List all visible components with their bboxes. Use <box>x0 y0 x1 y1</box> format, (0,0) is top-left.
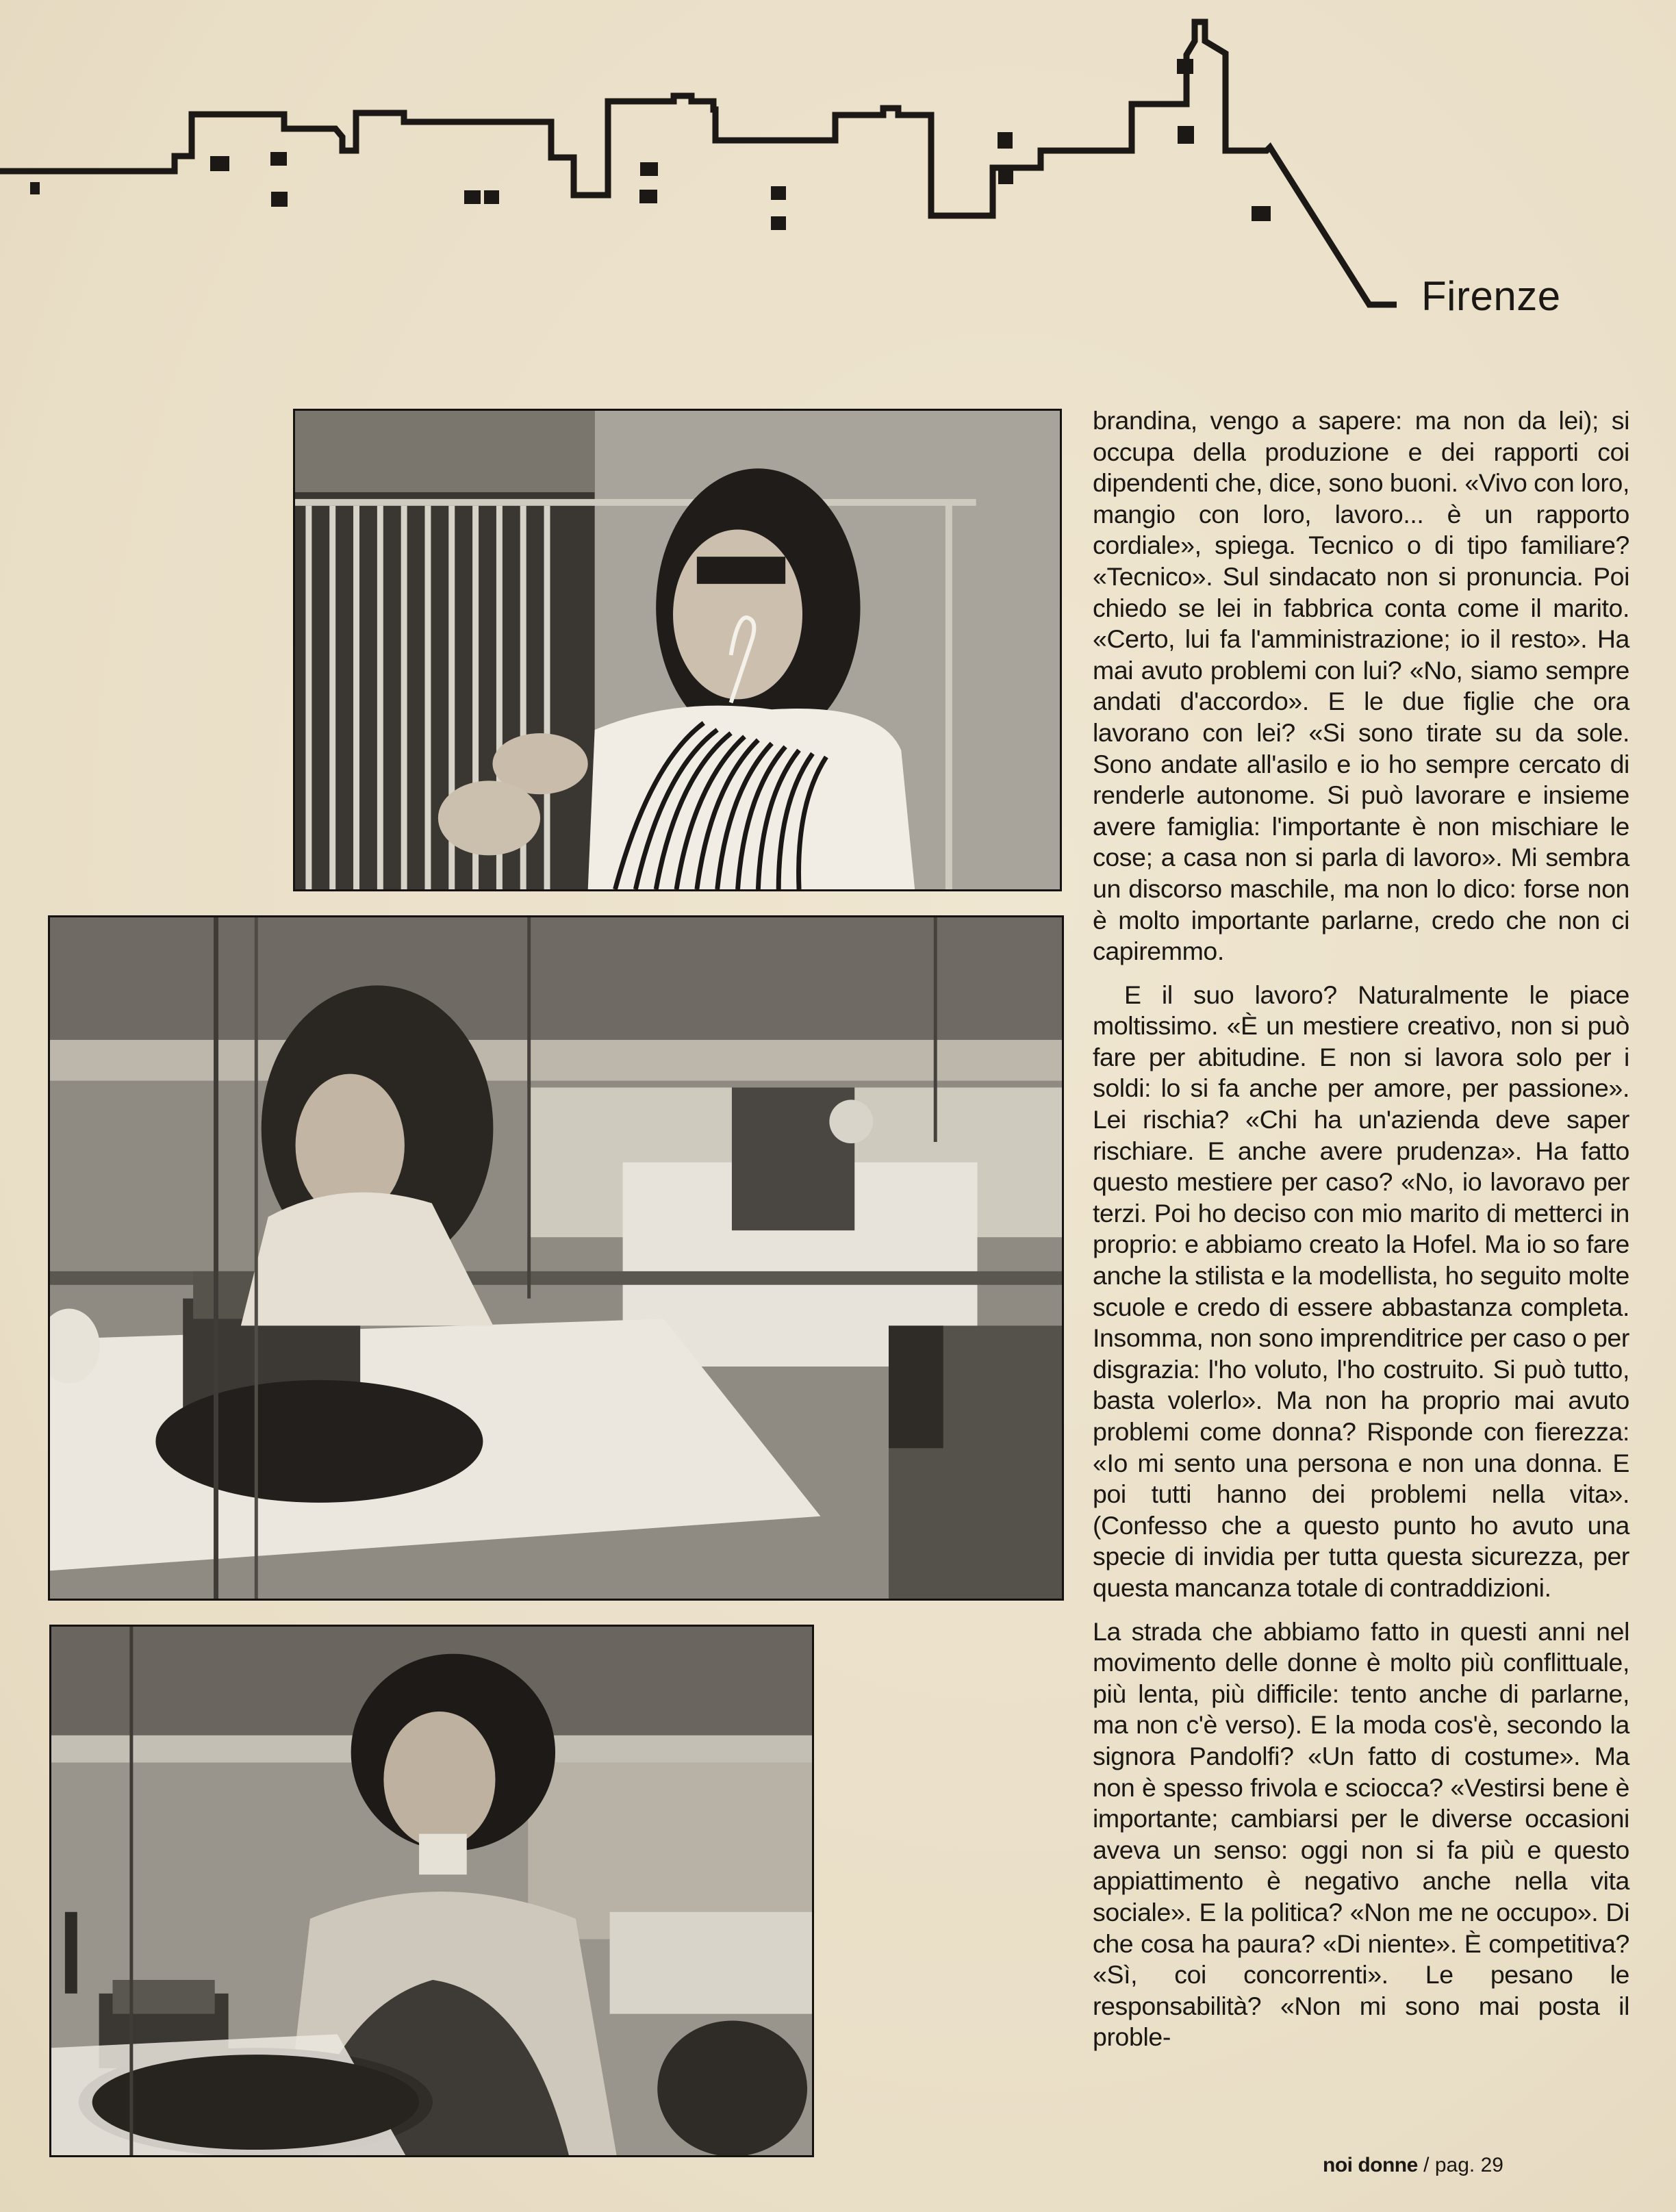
article-paragraph: E il suo lavoro? Naturalmente le piace moltissimo. «È un mestiere creativo, non si può fare per abitudine. E non si lavora solo per i soldi: lo si fa anche per amore, per passione». Lei rischia? «Chi ha un'azienda deve saper rischiare. E anche avere prudenza». Ha fatto questo mestiere per caso? «No, io lavoravo per terzi. Poi ho deciso con mio marito di metterci in proprio: e abbiamo creato la Hofel. Ma io so fare anche la stilista e la modellista, ho seguito molte scuole e credo di essere abbastanza completa. Insomma, non sono imprenditrice per caso o per disgrazia: l'ho voluto, l'ho costruito. Si può tutto, basta volerlo». Ma non ha proprio mai avuto problemi come donna? Risponde con fierezza: «Io mi sento una persona e non una donna. E poi tutti hanno dei problemi nella vita». (Confesso che a questo punto ho avuto una specie di invidia per tutta questa sicurezza, per questa mancanza totale di contraddizioni. <box>1093 980 1629 1602</box>
skyline-window <box>640 162 658 176</box>
skyline-window <box>771 186 786 200</box>
footer-separator: / <box>1423 2154 1430 2176</box>
page-number: pag. 29 <box>1434 2154 1503 2176</box>
skyline-window <box>1177 59 1193 74</box>
skyline-window <box>998 169 1013 184</box>
skyline-window <box>771 216 786 230</box>
skyline-window <box>639 190 657 203</box>
skyline-window <box>271 192 288 207</box>
article-paragraph: brandina, vengo a sapere: ma non da lei); si occupa della produzione e dei rapporti coi dipendenti che, dice, sono buoni. «Vivo con loro, mangio con loro, lavoro... è un rapporto cordiale», spiega. Tecnico o di tipo familiare? «Tecnico». Sul sindacato non si pronuncia. Poi chiedo se lei in fabbrica conta come il marito. «Certo, lui fa l'amministrazione; io il resto». Ha mai avuto problemi con lui? «No, siamo sempre andati d'accordo». E le due figlie che ora lavorano con lei? «Si sono tirate su da sole. Sono andate all'asilo e io ho sempre cercato di renderle autonome. Si può lavorare e insieme avere famiglia: l'importante è non mischiare le cose; a casa non si parla di lavoro». Mi sembra un discorso maschile, ma non lo dico: forse non è molto importante parlarne, credo che non ci capiremmo. <box>1093 406 1629 966</box>
skyline-window <box>270 152 287 166</box>
skyline-window <box>30 182 40 194</box>
section-title: Firenze <box>1421 273 1561 319</box>
article-text <box>1093 405 1629 2053</box>
skyline-window <box>484 190 499 204</box>
photo-woman-holding-striped-garment <box>293 409 1062 891</box>
article-paragraph: La strada che abbiamo fatto in questi anni nel movimento delle donne è molto più conflittuale, più lenta, più difficile: tento anche di parlarne, ma non c'è verso). E la moda cos'è, secondo la signora Pandolfi? «Un fatto di costume». Ma non è spesso frivola e sciocca? «Vestirsi bene è importante; cambiarsi per le diverse occasioni aveva un senso: oggi non si fa più e questo appiattimento è negativo anche nella vita sociale». E la politica? «Non me ne occupo». Di che cosa ha paura? «Di niente». È competitiva? «Sì, coi concorrenti». Le pesano le responsabilità? «Non mi sono mai posta il proble- <box>1093 1616 1629 2052</box>
page-footer <box>1323 2152 1503 2179</box>
photo-woman-sewing-looking-at-camera <box>49 1625 814 2157</box>
skyline-window <box>1178 126 1194 144</box>
skyline-window <box>998 132 1013 149</box>
magazine-name: noi donne <box>1323 2154 1418 2176</box>
skyline-window <box>1252 206 1271 221</box>
skyline-window <box>464 190 481 204</box>
photo-woman-at-sewing-machine <box>48 915 1064 1601</box>
skyline-window <box>210 156 229 171</box>
